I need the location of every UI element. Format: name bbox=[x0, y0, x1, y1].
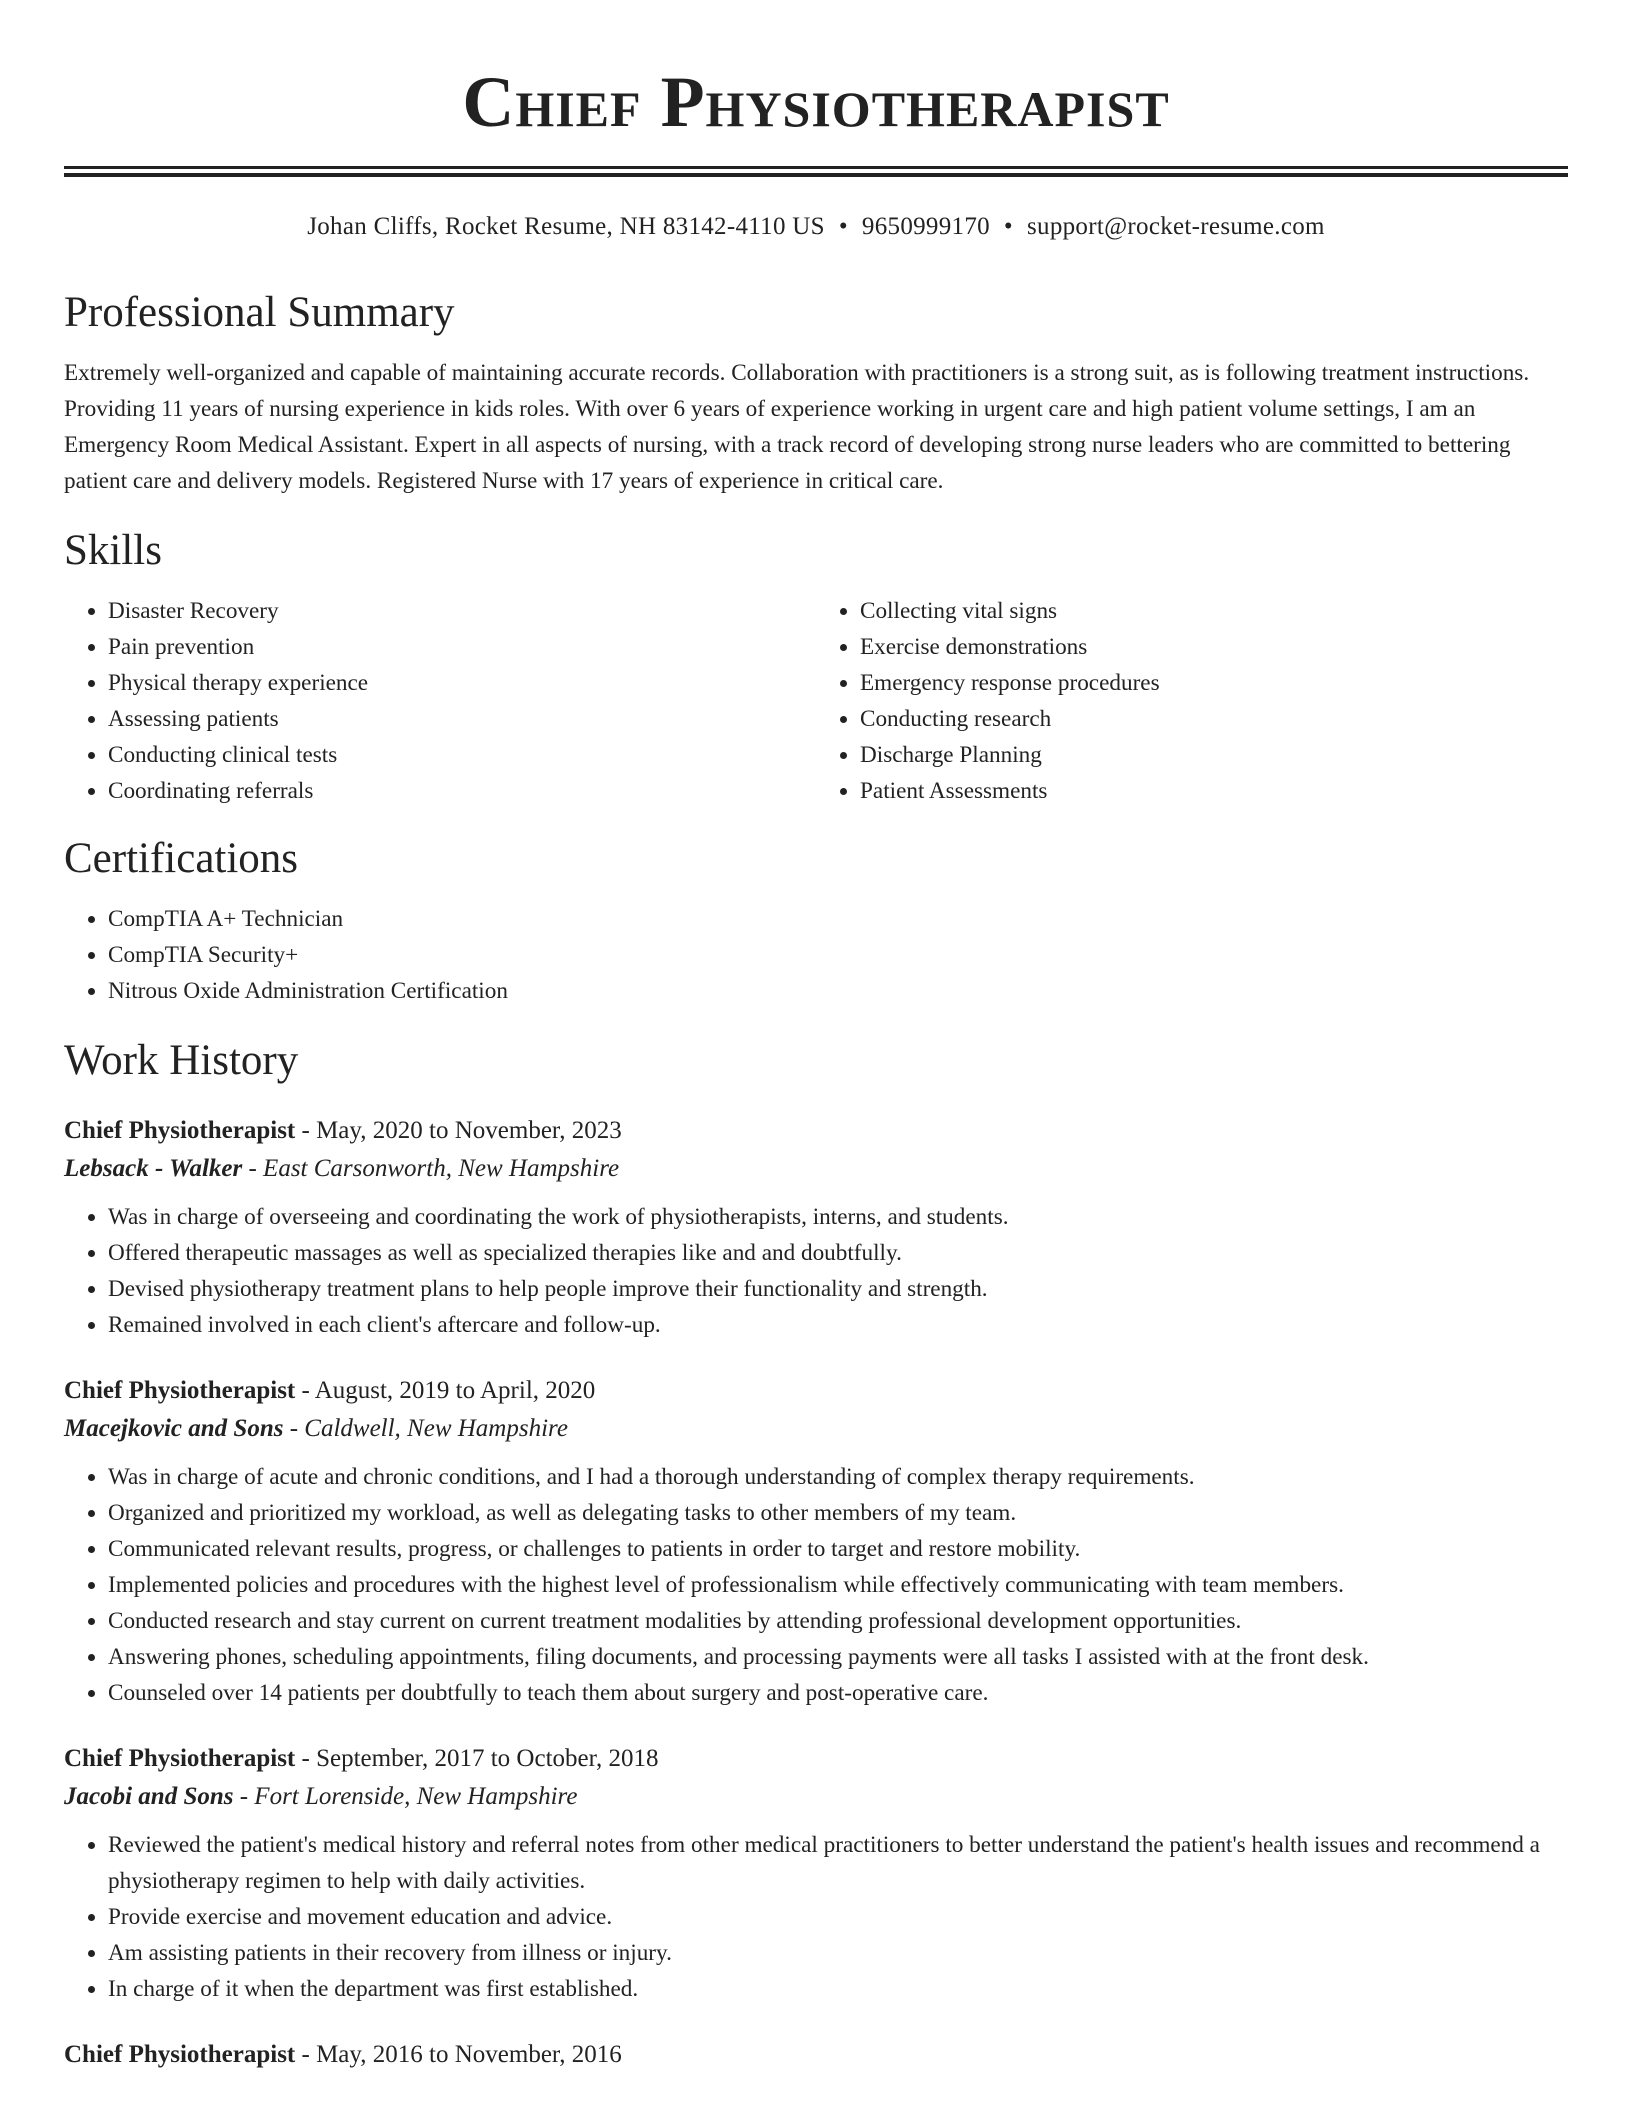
certification-item: • Nitrous Oxide Administration Certification bbox=[108, 973, 1568, 1009]
employer-line bbox=[64, 1149, 1568, 1189]
contact-email[interactable]: support@rocket-resume.com bbox=[1026, 213, 1325, 240]
contact-address: Johan Cliffs, Rocket Resume, NH 83142-4110 US bbox=[307, 213, 825, 240]
skill-item: • Exercise demonstrations bbox=[860, 629, 1568, 665]
skill-item: • Conducting clinical tests bbox=[108, 737, 816, 773]
job-bullet: • In charge of it when the department was first established. bbox=[108, 1971, 1568, 2007]
job-entry bbox=[64, 1741, 1568, 2007]
job-bullets bbox=[64, 1199, 1568, 1343]
job-bullets bbox=[64, 1459, 1568, 1711]
job-entry bbox=[64, 1373, 1568, 1711]
job-bullet: • Implemented policies and procedures with the highest level of professionalism while effectively communicating with team members. bbox=[108, 1567, 1568, 1603]
job-title: Chief Physiotherapist bbox=[64, 1117, 296, 1144]
skill-item: • Coordinating referrals bbox=[108, 773, 816, 809]
job-bullet: • Provide exercise and movement education and advice. bbox=[108, 1899, 1568, 1935]
job-bullet: • Am assisting patients in their recovery from illness or injury. bbox=[108, 1935, 1568, 1971]
job-dates: - August, 2019 to April, 2020 bbox=[295, 1377, 596, 1404]
job-bullet: • Offered therapeutic massages as well as specialized therapies like and and doubtfully. bbox=[108, 1235, 1568, 1271]
contact-separator: • bbox=[838, 213, 848, 240]
job-bullet: • Reviewed the patient's medical history and referral notes from other medical practitioners to better understand the patient's health issues and recommend a physiotherapy regimen to help with daily activities. bbox=[108, 1827, 1568, 1899]
summary-heading: Professional Summary bbox=[64, 289, 455, 336]
job-title-line bbox=[64, 1373, 1568, 1409]
resume-title: Chief Physiotherapist bbox=[462, 62, 1170, 142]
skills-list-right bbox=[816, 593, 1568, 809]
employer-name: Macejkovic and Sons bbox=[64, 1415, 284, 1442]
contact-phone: 9650999170 bbox=[861, 213, 990, 240]
work-history-heading: Work History bbox=[64, 1037, 299, 1084]
skill-item: • Collecting vital signs bbox=[860, 593, 1568, 629]
employer-line bbox=[64, 1409, 1568, 1449]
contact-separator: • bbox=[1003, 213, 1013, 240]
certifications-list bbox=[64, 901, 1568, 1009]
job-title-line bbox=[64, 1113, 1568, 1149]
job-bullet: • Counseled over 14 patients per doubtfully to teach them about surgery and post-operative care. bbox=[108, 1675, 1568, 1711]
job-entry bbox=[64, 2037, 1568, 2073]
job-bullets bbox=[64, 1827, 1568, 2007]
job-title: Chief Physiotherapist bbox=[64, 2041, 296, 2068]
job-bullet: • Was in charge of overseeing and coordinating the work of physiotherapists, interns, and students. bbox=[108, 1199, 1568, 1235]
job-bullet: • Communicated relevant results, progress, or challenges to patients in order to target and restore mobility. bbox=[108, 1531, 1568, 1567]
job-dates: - May, 2016 to November, 2016 bbox=[295, 2041, 622, 2068]
certification-item: • CompTIA A+ Technician bbox=[108, 901, 1568, 937]
skill-item: • Assessing patients bbox=[108, 701, 816, 737]
job-bullet: • Remained involved in each client's aftercare and follow-up. bbox=[108, 1307, 1568, 1343]
skill-item: • Physical therapy experience bbox=[108, 665, 816, 701]
job-bullet: • Conducted research and stay current on current treatment modalities by attending professional development opportunities. bbox=[108, 1603, 1568, 1639]
employer-name: Lebsack - Walker bbox=[64, 1155, 243, 1182]
job-location: - Fort Lorenside, New Hampshire bbox=[233, 1783, 578, 1810]
skill-item: • Conducting research bbox=[860, 701, 1568, 737]
skill-item: • Emergency response procedures bbox=[860, 665, 1568, 701]
job-dates: - September, 2017 to October, 2018 bbox=[295, 1745, 659, 1772]
title-divider bbox=[64, 166, 1568, 177]
job-bullet: • Organized and prioritized my workload, as well as delegating tasks to other members of my team. bbox=[108, 1495, 1568, 1531]
contact-line bbox=[64, 211, 1568, 243]
skill-item: • Discharge Planning bbox=[860, 737, 1568, 773]
skill-item: • Pain prevention bbox=[108, 629, 816, 665]
skills-list-left bbox=[64, 593, 816, 809]
job-location: - Caldwell, New Hampshire bbox=[283, 1415, 568, 1442]
certifications-heading: Certifications bbox=[64, 835, 299, 882]
certification-item: • CompTIA Security+ bbox=[108, 937, 1568, 973]
job-entry bbox=[64, 1113, 1568, 1343]
skills-heading: Skills bbox=[64, 527, 162, 574]
skill-item: • Patient Assessments bbox=[860, 773, 1568, 809]
job-title: Chief Physiotherapist bbox=[64, 1377, 296, 1404]
job-title-line bbox=[64, 2037, 1568, 2073]
job-bullet: • Answering phones, scheduling appointments, filing documents, and processing payments were all tasks I assisted with at the front desk. bbox=[108, 1639, 1568, 1675]
job-dates: - May, 2020 to November, 2023 bbox=[295, 1117, 622, 1144]
summary-text: Extremely well-organized and capable of maintaining accurate records. Collaboration with practitioners is a strong suit, as is following treatment instructions. Providing 11 years of nursing experience in kids roles. With over 6 years of experience working in urgent care and high patient volume settings, I am an Emergency Room Medical Assistant. Expert in all aspects of nursing, with a track record of developing strong nurse leaders who are committed to bettering patient care and delivery models. Registered Nurse with 17 years of experience in critical care. bbox=[64, 360, 1530, 494]
job-bullet: • Was in charge of acute and chronic conditions, and I had a thorough understanding of complex therapy requirements. bbox=[108, 1459, 1568, 1495]
employer-name: Jacobi and Sons bbox=[64, 1783, 234, 1810]
job-location: - East Carsonworth, New Hampshire bbox=[242, 1155, 620, 1182]
skills-grid bbox=[64, 593, 1568, 809]
resume-page bbox=[64, 0, 1568, 2073]
job-bullet: • Devised physiotherapy treatment plans to help people improve their functionality and strength. bbox=[108, 1271, 1568, 1307]
job-title: Chief Physiotherapist bbox=[64, 1745, 296, 1772]
employer-line bbox=[64, 1777, 1568, 1817]
job-title-line bbox=[64, 1741, 1568, 1777]
skill-item: • Disaster Recovery bbox=[108, 593, 816, 629]
